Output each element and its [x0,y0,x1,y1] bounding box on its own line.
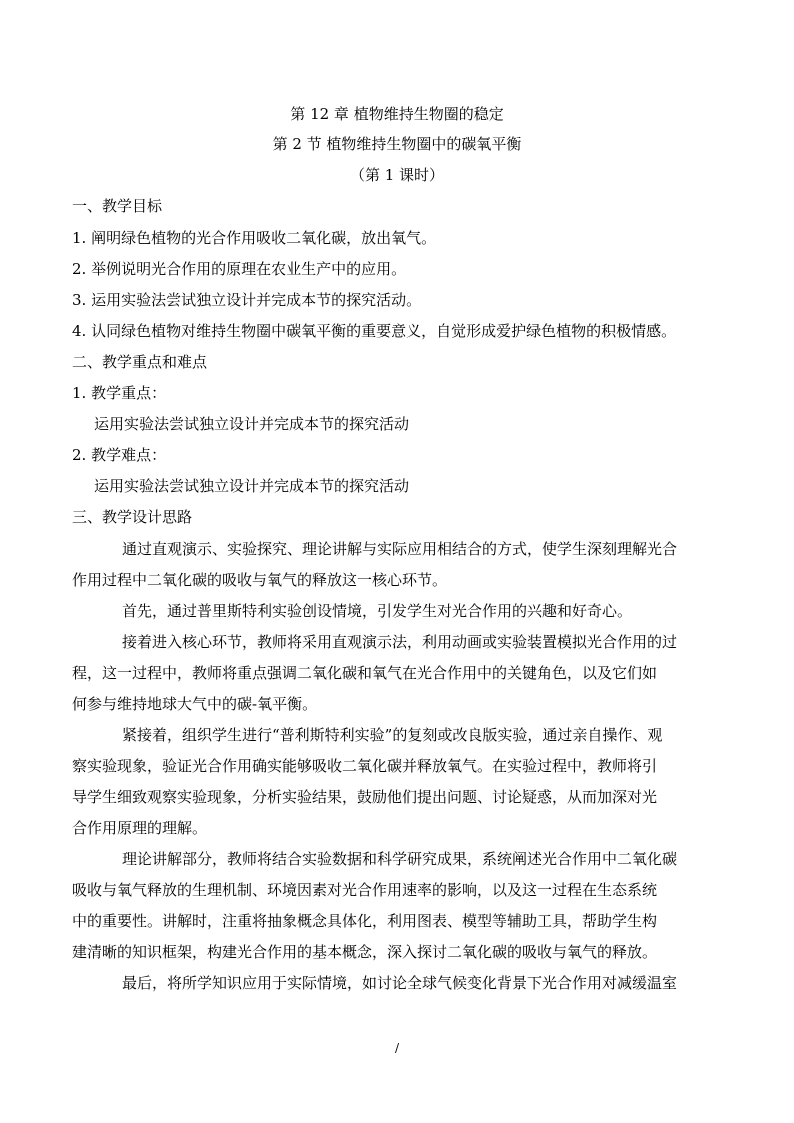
design-line: 察实验现象，验证光合作用确实能够吸收二氧化碳并释放氧气。在实验过程中，教师将引 [72,757,658,775]
lesson-label: （第 1 课时） [349,166,445,184]
design-line: 通过直观演示、实验探究、理论讲解与实际应用相结合的方式，使学生深刻理解光合 [122,540,678,558]
objective-item-4: 4. 认同绿色植物对维持生物圈中碳氧平衡的重要意义，自觉形成爱护绿色植物的积极情感。 [72,322,677,340]
design-line: 最后，将所学知识应用于实际情境，如讨论全球气候变化背景下光合作用对减缓温室 [122,974,678,992]
objective-item-1: 1. 阐明绿色植物的光合作用吸收二氧化碳，放出氧气。 [72,229,437,247]
design-line: 吸收与氧气释放的生理机制、环境因素对光合作用速率的影响，以及这一过程在生态系统 [72,881,658,899]
difficulty-text: 运用实验法尝试独立设计并完成本节的探究活动 [94,477,410,495]
design-line: 合作用原理的理解。 [72,819,208,837]
design-line: 何参与维持地球大气中的碳-氧平衡。 [72,695,318,713]
focus-text: 运用实验法尝试独立设计并完成本节的探究活动 [94,415,410,433]
focus-label: 1. 教学重点： [72,384,167,402]
objective-item-2: 2. 举例说明光合作用的原理在农业生产中的应用。 [72,260,407,278]
page-number: / [394,1041,400,1055]
difficulty-label: 2. 教学难点： [72,446,167,464]
design-line: 程，这一过程中，教师将重点强调二氧化碳和氧气在光合作用中的关键角色，以及它们如 [72,664,658,682]
design-heading: 三、教学设计思路 [72,508,193,526]
design-line: 作用过程中二氧化碳的吸收与氧气的释放这一核心环节。 [72,571,448,589]
design-line: 首先，通过普里斯特利实验创设情境，引发学生对光合作用的兴趣和好奇心。 [122,602,633,620]
key-points-heading: 二、教学重点和难点 [72,353,208,371]
design-line: 导学生细致观察实验现象，分析实验结果，鼓励他们提出问题、讨论疑惑，从而加深对光 [72,788,658,806]
objectives-heading: 一、教学目标 [72,197,163,215]
design-line: 建清晰的知识框架，构建光合作用的基本概念，深入探讨二氧化碳的吸收与氧气的释放。 [72,943,658,961]
design-line: 接着进入核心环节，教师将采用直观演示法，利用动画或实验装置模拟光合作用的过 [122,633,678,651]
design-line: 紧接着，组织学生进行“普利斯特利实验”的复刻或改良版实验，通过亲自操作、观 [122,726,663,744]
section-title: 第 2 节 植物维持生物圈中的碳氧平衡 [272,135,522,153]
design-line: 中的重要性。讲解时，注重将抽象概念具体化，利用图表、模型等辅助工具，帮助学生构 [72,912,658,930]
chapter-title: 第 12 章 植物维持生物圈的稳定 [290,105,504,123]
design-line: 理论讲解部分，教师将结合实验数据和科学研究成果，系统阐述光合作用中二氧化碳 [122,850,678,868]
objective-item-3: 3. 运用实验法尝试独立设计并完成本节的探究活动。 [72,291,422,309]
